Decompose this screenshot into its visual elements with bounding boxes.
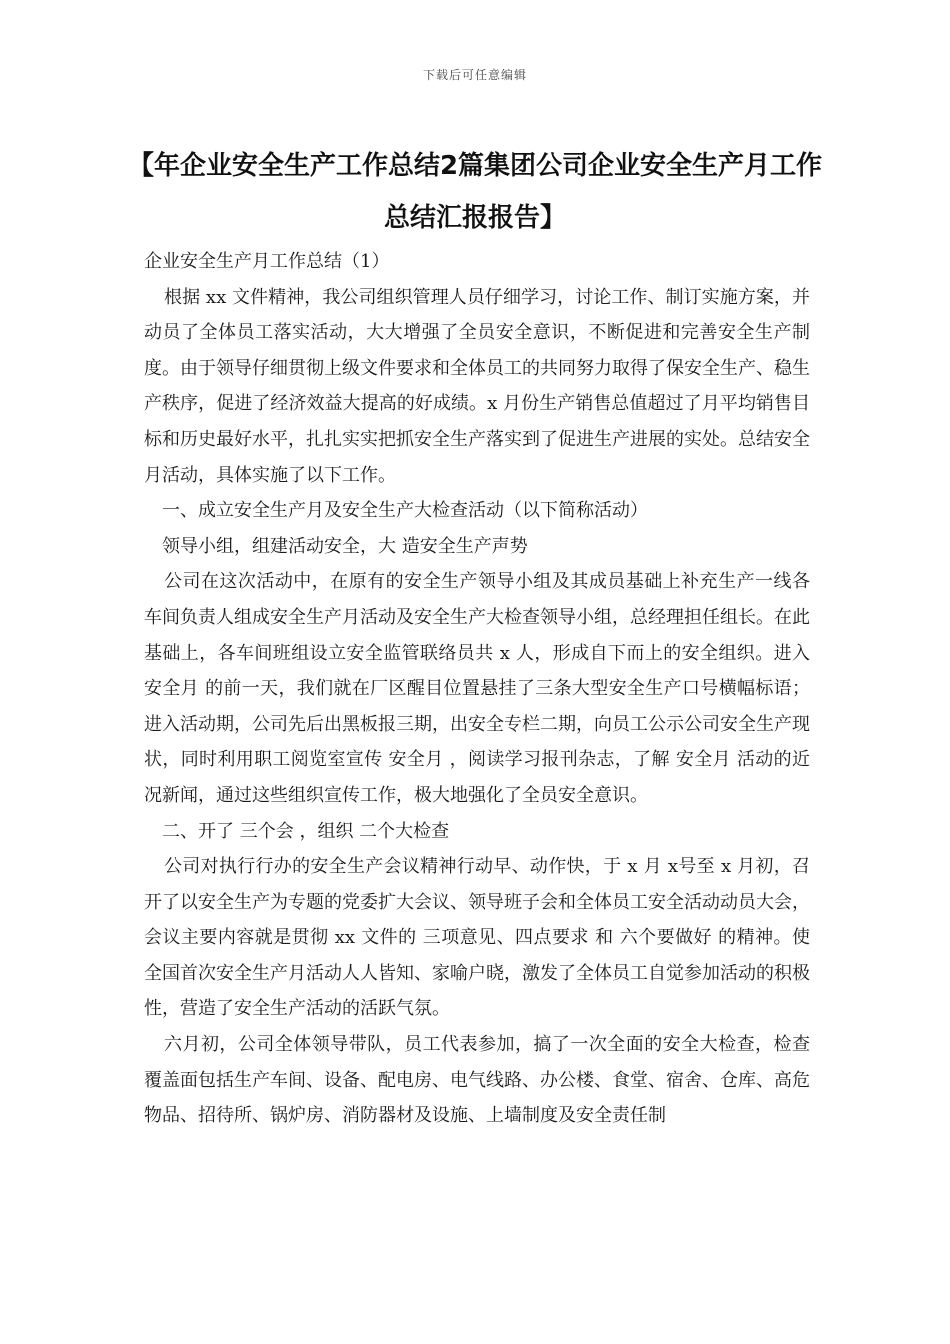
- body-paragraph: 六月初，公司全体领导带队，员工代表参加，搞了一次全面的安全大检查，检查覆盖面包括生产车间、设备、配电房、电气线路、办公楼、食堂、宿舍、仓库、高危物品、招待所、锅炉房、消防器材及设施、上墙制度及安全责任制: [144, 1034, 810, 1127]
- section-heading: 二、开了 三个会 ，组织 二个大检查: [162, 820, 450, 842]
- document-body: [144, 244, 810, 1134]
- body-paragraph: 公司对执行行办的安全生产会议精神行动早、动作快，于 x 月 x号至 x 月初，召开了以安全生产为专题的党委扩大会议、领导班子会和全体员工安全活动动员大会，会议主要内容就是贯彻 xx 文件的 三项意见、四点要求 和 六个要做好 的精神。使全国首次安全生产月活动人人皆知、家喻户晓，激发了全体员工自觉参加活动的积极性，营造了安全生产活动的活跃气氛。: [144, 856, 810, 1020]
- subtitle-paragraph: 企业安全生产月工作总结（1）: [144, 251, 390, 272]
- section-heading: 一、成立安全生产月及安全生产大检查活动（以下简称活动）: [162, 500, 648, 522]
- body-paragraph: 根据 xx 文件精神，我公司组织管理人员仔细学习，讨论工作、制订实施方案，并动员了全体员工落实活动，大大增强了全员安全意识，不断促进和完善安全生产制度。由于领导仔细贯彻上级文件要求和全体员工的共同努力取得了保安全生产、稳生产秩序，促进了经济效益大提高的好成绩。x 月份生产销售总值超过了月平均销售目标和历史最好水平，扎扎实实把抓安全生产落实到了促进生产进展的实处。总结安全月活动，具体实施了以下工作。: [144, 286, 810, 486]
- header-note: 下载后可任意编辑: [422, 68, 527, 82]
- section-heading: 领导小组，组建活动安全，大 造安全生产声势: [162, 535, 528, 557]
- body-paragraph: 公司在这次活动中，在原有的安全生产领导小组及其成员基础上补充生产一线各车间负责人组成安全生产月活动及安全生产大检查领导小组，总经理担任组长。在此基础上，各车间班组设立安全监管联络员共 x 人，形成自下而上的安全组织。进入 安全月 的前一天，我们就在厂区醒目位置悬挂了三条大型安全生产口号横幅标语；进入活动期，公司先后出黑板报三期，出安全专栏二期，向员工公示公司安全生产现状，同时利用职工阅览室宣传 安全月 ，阅读学习报刊杂志，了解 安全月 活动的近况新闻，通过这些组织宣传工作，极大地强化了全员安全意识。: [144, 571, 810, 806]
- document-title: 【年企业安全生产工作总结2篇集团公司企业安全生产月工作总结汇报报告】: [127, 151, 823, 233]
